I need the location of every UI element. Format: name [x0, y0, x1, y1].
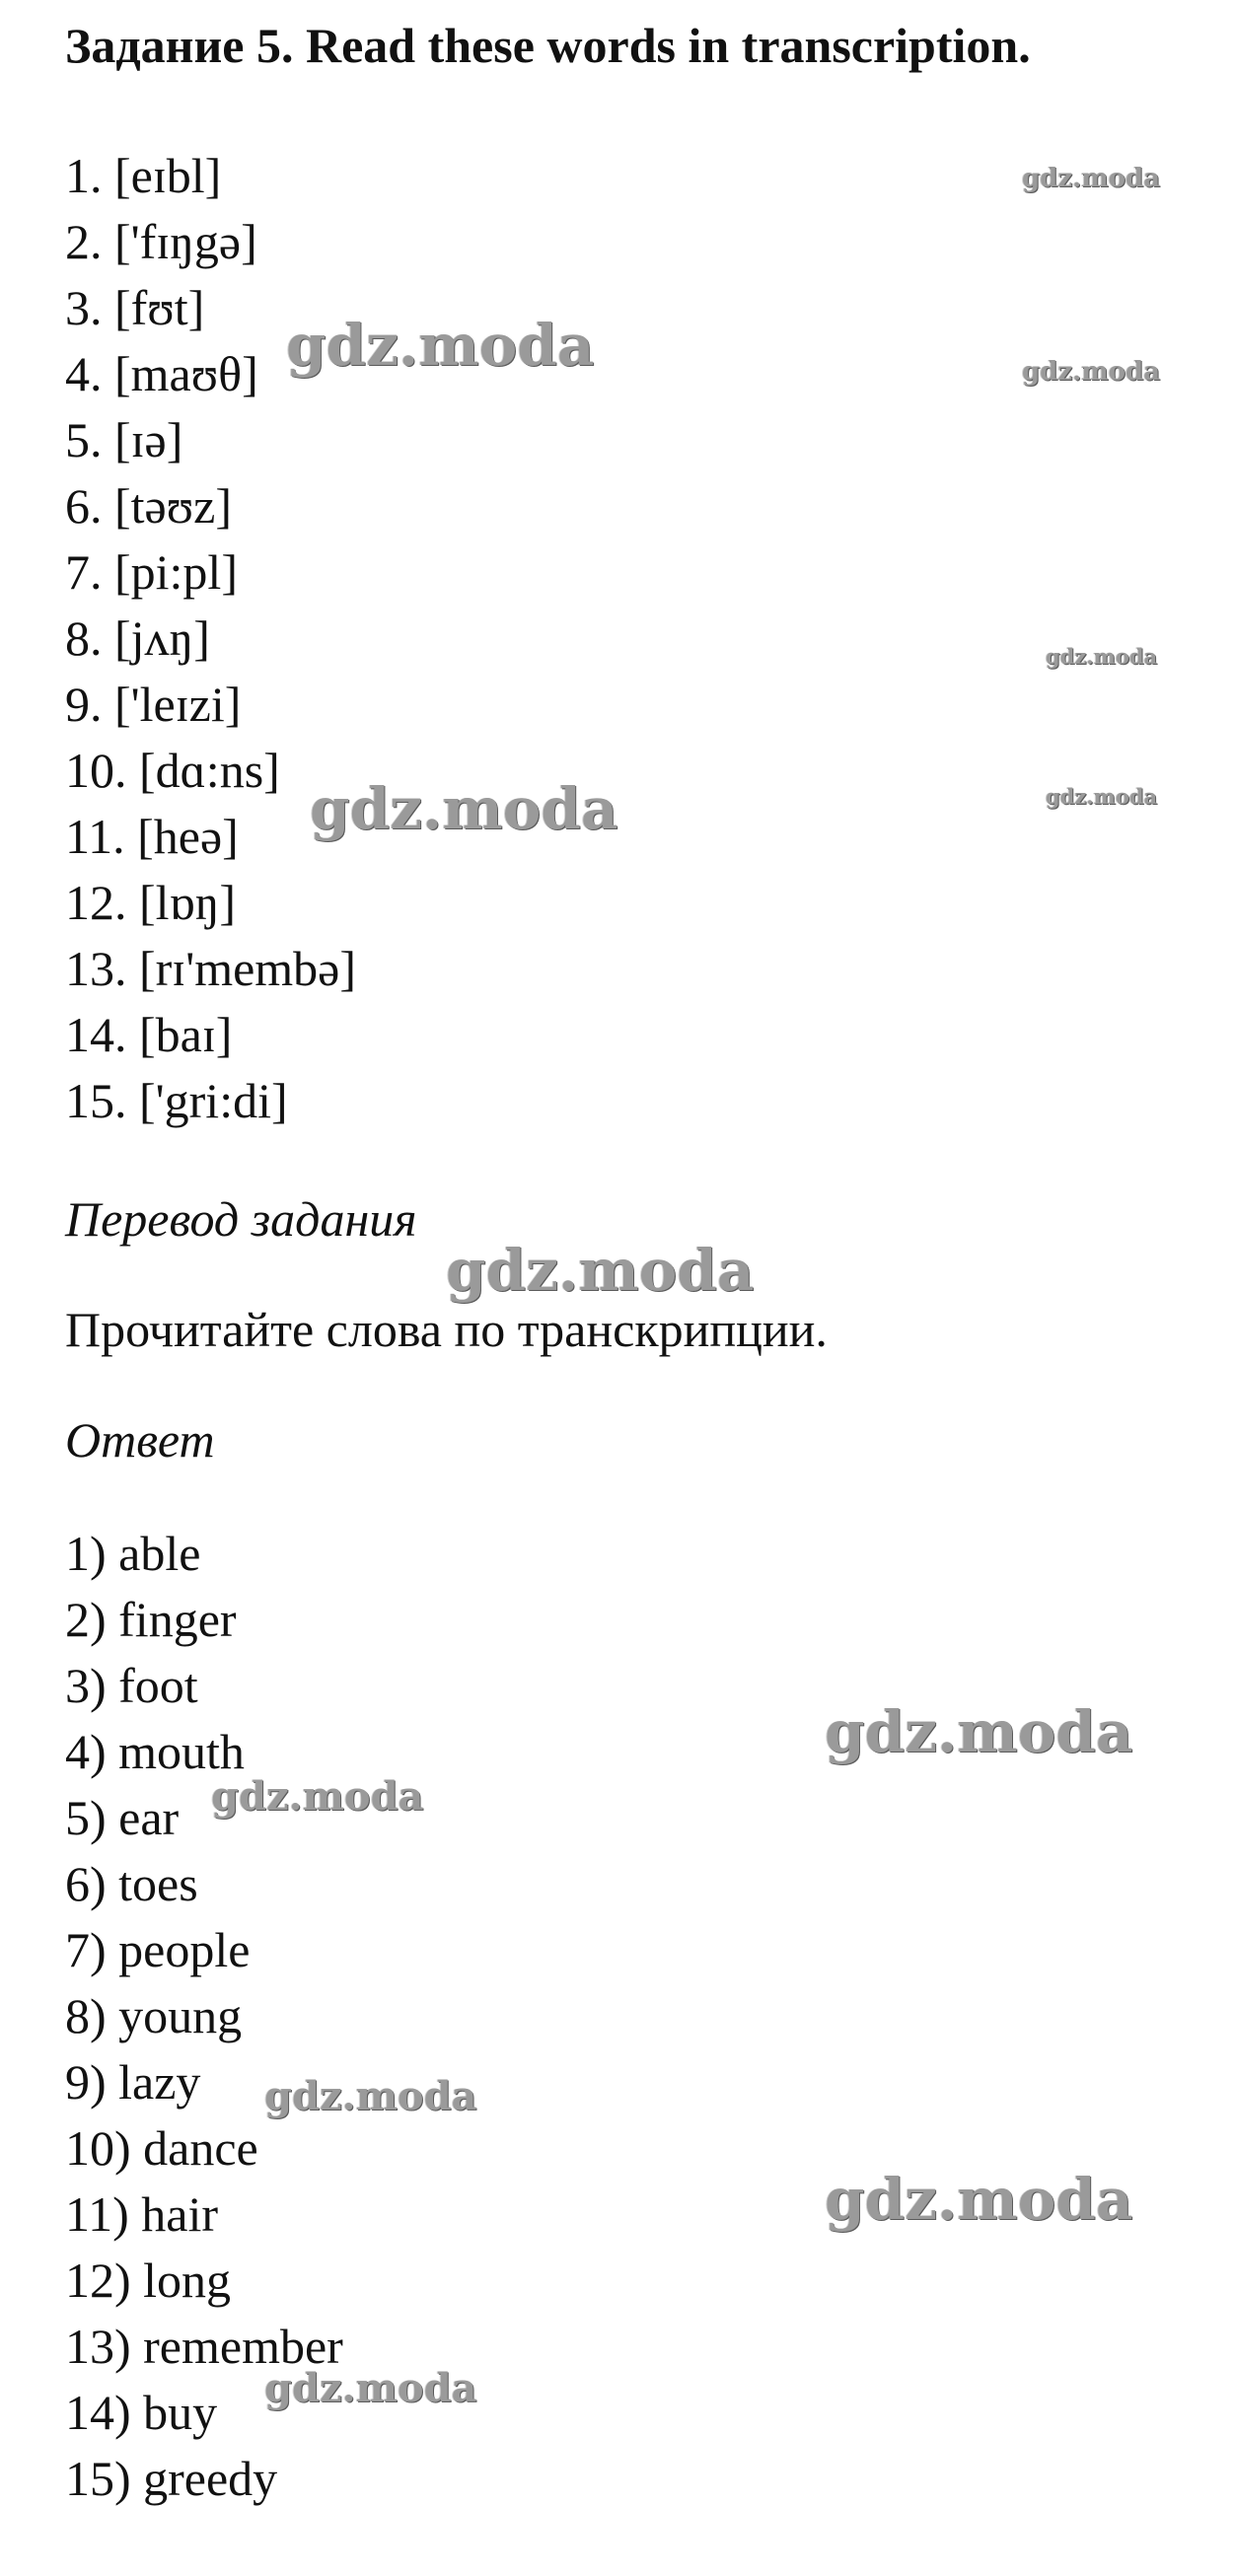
watermark: gdz.moda: [1046, 644, 1158, 669]
watermark: gdz.moda: [1022, 164, 1161, 193]
transcription-item: 1. [eɪbl]: [65, 148, 222, 203]
transcription-item: 10. [dɑ:ns]: [65, 743, 280, 798]
watermark: gdz.moda: [825, 2166, 1133, 2233]
answer-item: 7) people: [65, 1922, 251, 1977]
watermark: gdz.moda: [264, 2073, 477, 2119]
answer-item: 5) ear: [65, 1790, 180, 1845]
watermark: gdz.moda: [310, 775, 618, 842]
transcription-item: 2. ['fɪŋgə]: [65, 214, 257, 269]
watermark: gdz.moda: [825, 1698, 1133, 1765]
watermark: gdz.moda: [1022, 357, 1161, 387]
watermark: gdz.moda: [446, 1237, 755, 1304]
answer-item: 1) able: [65, 1526, 201, 1581]
transcription-item: 14. [baɪ]: [65, 1007, 233, 1062]
answer-item: 2) finger: [65, 1592, 237, 1647]
translation-label: Перевод задания: [65, 1191, 417, 1247]
transcription-item: 15. ['gri:di]: [65, 1073, 288, 1128]
transcription-item: 4. [maʊθ]: [65, 346, 258, 401]
answer-item: 15) greedy: [65, 2451, 278, 2506]
answer-item: 11) hair: [65, 2186, 219, 2242]
watermark: gdz.moda: [1046, 784, 1158, 809]
answer-item: 13) remember: [65, 2319, 343, 2374]
answer-item: 3) foot: [65, 1658, 198, 1713]
transcription-item: 8. [jʌŋ]: [65, 610, 210, 666]
transcription-item: 11. [heə]: [65, 809, 239, 864]
answer-item: 6) toes: [65, 1856, 198, 1911]
answer-item: 9) lazy: [65, 2054, 201, 2110]
transcription-item: 13. [rɪ'membə]: [65, 941, 357, 996]
answer-item: 4) mouth: [65, 1724, 245, 1779]
answer-item: 12) long: [65, 2253, 232, 2308]
task-title: Задание 5. Read these words in transcription.: [65, 18, 1031, 73]
answer-label: Ответ: [65, 1412, 215, 1467]
transcription-item: 9. ['leɪzi]: [65, 677, 242, 732]
watermark: gdz.moda: [211, 1773, 424, 1820]
watermark: gdz.moda: [264, 2365, 477, 2411]
watermark: gdz.moda: [286, 312, 595, 379]
answer-item: 8) young: [65, 1988, 243, 2043]
transcription-list: [65, 143, 356, 1134]
transcription-item: 5. [ɪə]: [65, 412, 183, 467]
answer-list: [65, 1521, 343, 2512]
answer-item: 14) buy: [65, 2385, 218, 2440]
translation-text: Прочитайте слова по транскрипции.: [65, 1302, 828, 1357]
answer-item: 10) dance: [65, 2120, 258, 2176]
transcription-item: 7. [pi:pl]: [65, 544, 238, 600]
transcription-item: 12. [lɒŋ]: [65, 875, 237, 930]
transcription-item: 3. [fʊt]: [65, 280, 205, 335]
transcription-item: 6. [təʊz]: [65, 478, 233, 534]
